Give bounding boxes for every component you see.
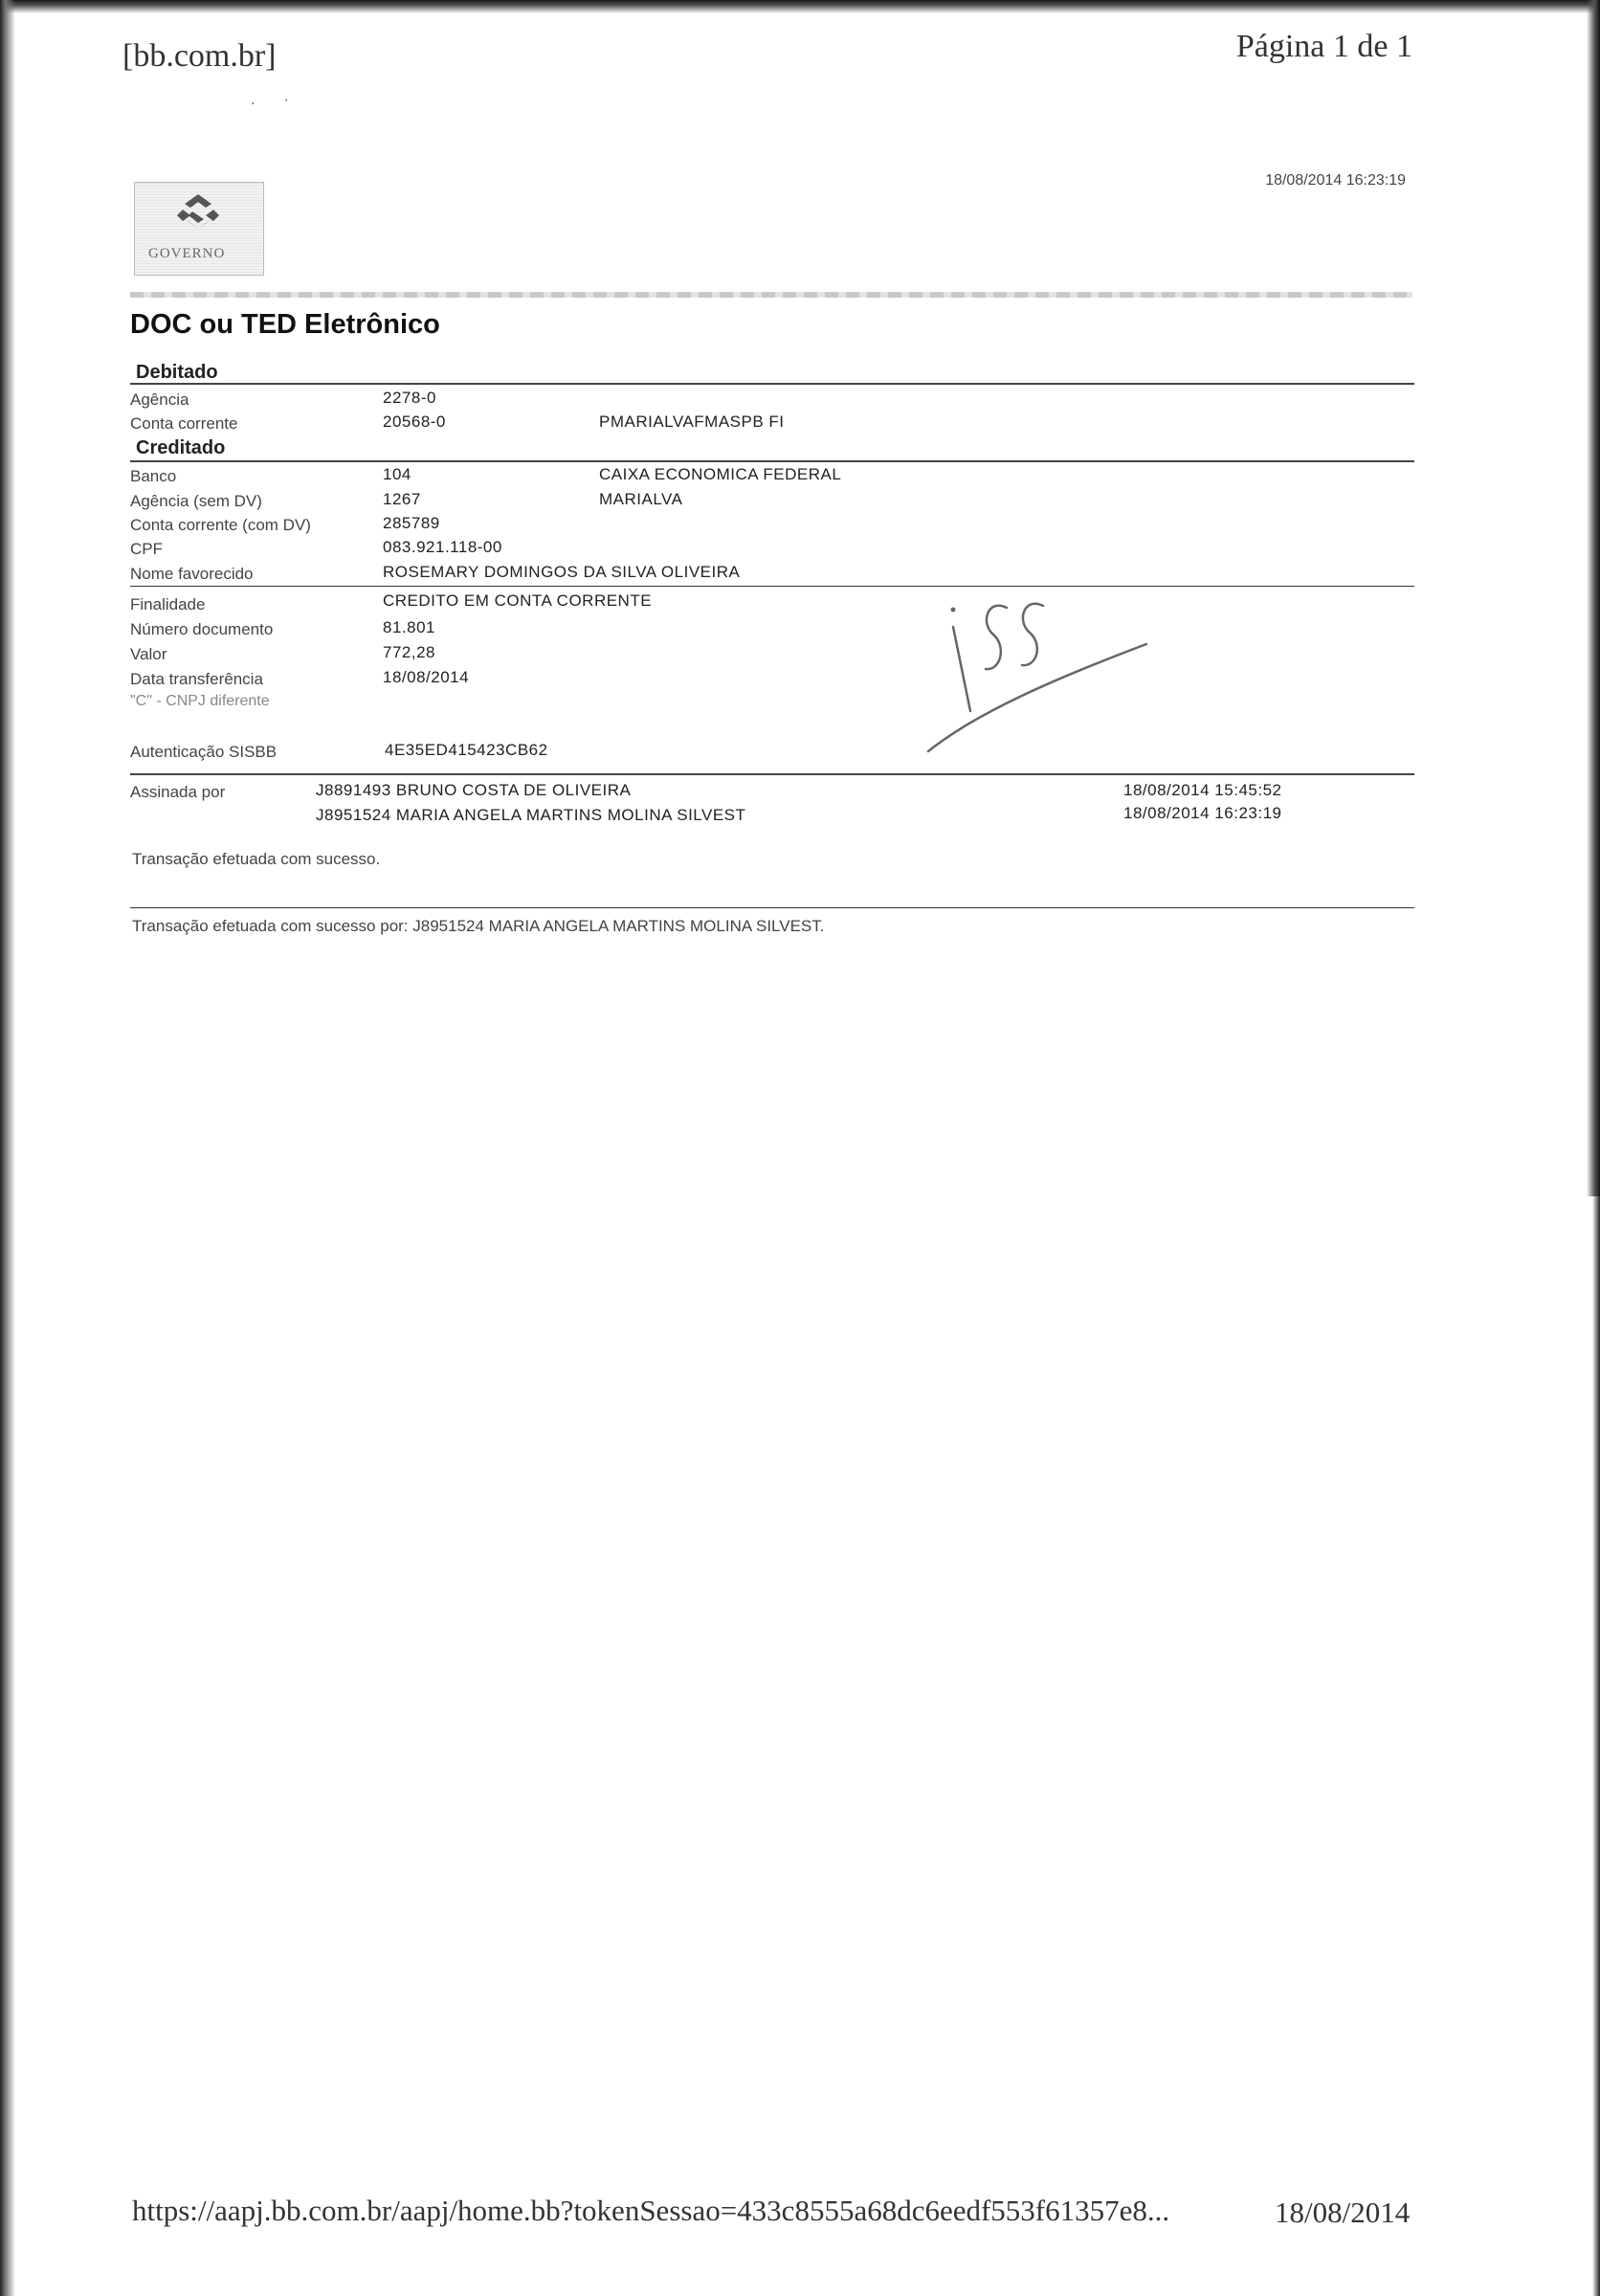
value-conta-credito: 285789 [383,514,440,532]
section-rule [130,460,1414,462]
value-data-transferencia: 18/08/2014 [383,668,470,686]
section-creditado: Creditado [136,437,226,458]
label-finalidade: Finalidade [130,595,206,613]
label-cpf: CPF [130,540,163,558]
note-cnpj: "C" - CNPJ diferente [130,693,270,709]
value-conta-titular: PMARIALVAFMASPB FI [599,412,785,431]
label-agencia-debito: Agência [130,390,189,409]
label-valor: Valor [130,645,167,663]
value-agencia-cidade: MARIALVA [599,490,683,508]
scan-edge-right [1587,0,1600,1196]
logo-caption: GOVERNO [148,246,226,261]
value-agencia-credito: 1267 [383,490,421,508]
scan-edge-top [0,0,1600,13]
label-nome-favorecido: Nome favorecido [130,565,254,583]
value-conta-debito: 20568-0 [383,412,446,431]
signer-datetime: 18/08/2014 15:45:52 [1123,781,1282,799]
value-nome-favorecido: ROSEMARY DOMINGOS DA SILVA OLIVEIRA [383,563,741,581]
label-conta-debito: Conta corrente [130,414,238,433]
signer-datetime: 18/08/2014 16:23:19 [1123,804,1282,822]
label-autenticacao: Autenticação SISBB [130,743,278,761]
bb-logo-icon [173,190,223,240]
label-assinada-por: Assinada por [130,783,226,801]
handwritten-iss [900,589,1148,761]
value-valor: 772,28 [383,643,435,661]
value-banco-nome: CAIXA ECONOMICA FEDERAL [599,465,842,483]
value-numero-documento: 81.801 [383,618,435,636]
header-page-number: Página 1 de 1 [1235,29,1412,64]
page-title: DOC ou TED Eletrônico [130,309,440,340]
footer-url: https://aapj.bb.com.br/aapj/home.bb?tokenSessao=433c8555a68dc6eedf553f61357e8... [132,2194,1170,2227]
banner-divider [130,292,1412,298]
status-success-by: Transação efetuada com sucesso por: J8951524 MARIA ANGELA MARTINS MOLINA SILVEST. [132,917,825,935]
timestamp: 18/08/2014 16:23:19 [1265,172,1406,189]
label-data-transferencia: Data transferência [130,670,263,688]
label-agencia-credito: Agência (sem DV) [130,492,262,510]
scan-specks: .· [251,92,318,108]
value-agencia-debito: 2278-0 [383,389,436,407]
label-banco: Banco [130,467,177,485]
signatures-rule [130,773,1414,775]
value-banco: 104 [383,465,411,483]
scan-edge-left [0,0,15,2296]
section-debitado: Debitado [136,362,218,383]
signer-name: J8891493 BRUNO COSTA DE OLIVEIRA [316,781,632,799]
header-site: [bb.com.br] [122,38,277,74]
label-numero-documento: Número documento [130,620,274,638]
signer-name: J8951524 MARIA ANGELA MARTINS MOLINA SILVEST [316,806,746,824]
status-rule [130,907,1414,908]
scan-edge-right-lower [1592,1196,1600,2296]
details-rule [130,586,1414,587]
section-rule [130,383,1414,385]
bank-logo [134,182,264,276]
value-autenticacao: 4E35ED415423CB62 [385,741,548,759]
label-conta-credito: Conta corrente (com DV) [130,516,311,534]
status-success: Transação efetuada com sucesso. [132,850,381,868]
value-finalidade: CREDITO EM CONTA CORRENTE [383,591,653,610]
footer-date: 18/08/2014 [1275,2196,1411,2229]
value-cpf: 083.921.118-00 [383,538,502,556]
